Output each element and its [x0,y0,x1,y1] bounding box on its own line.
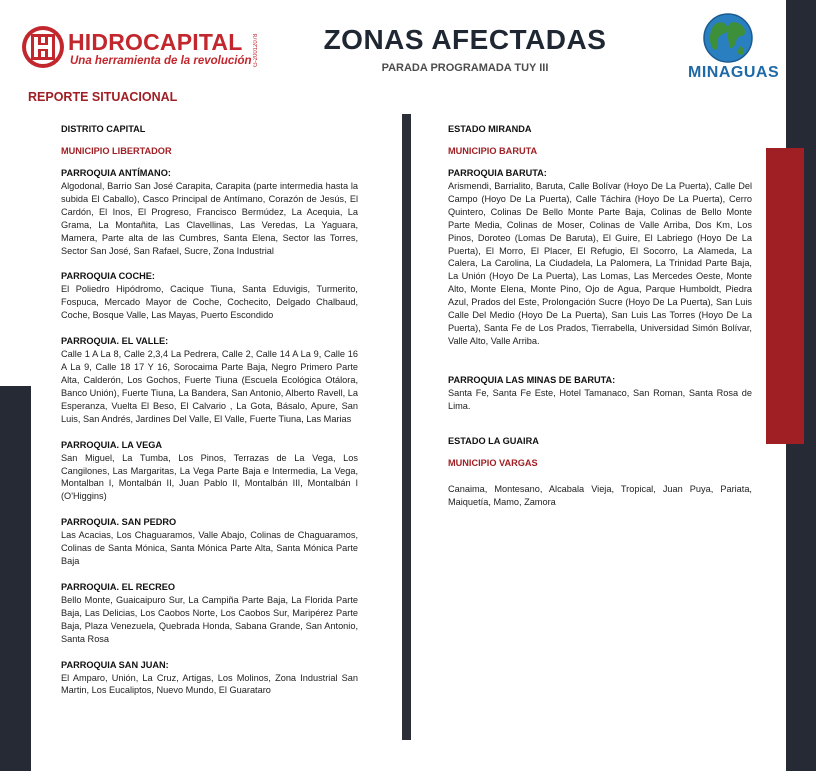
parroquia-title: PARROQUIA. EL VALLE: [61,336,169,347]
parroquia-title: PARROQUIA ANTÍMANO: [61,168,171,178]
minaguas-name: MINAGUAS [688,64,780,81]
parroquia-text: Arismendi, Barrialito, Baruta, Calle Bolívar (Hoyo De La Puerta), Calle Del Campo (Hoyo De La Puerta), Calle Táchira (Hoyo De La Puerta), Cerro Quintero, Colinas De Bello Monte Parte Baja, Colinas de Bello Monte Parte Media, Colinas de Moser, Colinas de Valle Arriba, Dos Km, Los Pinos, Doroteo (Lomas De Baruta), El Guire, El Labriego (Hoyo De La Puerta), El Morro, El Placer, El Refugio, El Socorro, La Alameda, La Calera, La Carolina, La Ciudadela, La Palomera, La Trinidad Parte Baja, La Unión (Hoyo De La Puerta), Las Lomas, Las Mercedes Oeste, Monte Alto, Monte Elena, Monte Pino, Ojo de Agua, Parque Humboldt, Piedra Azul, Prados del Este, Prolongación Sucre (Hoyo De La Puerta), San Luis Calle Del Medio (Hoyo De La Puerta), San Luis Las Torres (Hoyo De La Puerta), Santa Fe de Los Prados, Tierrabella, Universidad Simón Bolívar, Valle Alto, Valle Arriba. [448,181,752,346]
left-dark-bar [0,386,31,771]
parroquia-text: El Amparo, Unión, La Cruz, Artigas, Los Molinos, Zona Industrial San Martin, Los Eucaliptos, Nuevo Mundo, El Guarataro [61,672,358,696]
hidrocapital-name: HIDROCAPITAL [68,29,243,55]
parroquia-title: PARROQUIA LAS MINAS DE BARUTA: [448,374,616,385]
page-subtitle: PARADA PROGRAMADA TUY III [381,62,549,74]
region-heading: ESTADO LA GUAIRA [448,435,539,446]
parroquia-title: PARROQUIA COCHE: [61,271,155,282]
right-column [448,123,752,508]
parroquia-title: PARROQUIA BARUTA: [448,168,547,178]
hidrocapital-registry: G-20012078 [253,33,259,67]
municipio-heading: MUNICIPIO VARGAS [448,457,538,468]
municipio-heading: MUNICIPIO LIBERTADOR [61,146,172,156]
left-column [61,123,358,697]
parroquia-title: PARROQUIA. SAN PEDRO [61,517,177,528]
column-divider [402,114,411,740]
municipio-text: Canaima, Montesano, Alcabala Vieja, Tropical, Juan Puya, Pariata, Maiquetía, Mamo, Zamora [448,483,752,507]
parroquia-title: PARROQUIA SAN JUAN: [61,659,169,670]
parroquia-text: Calle 1 A La 8, Calle 2,3,4 La Pedrera, Calle 2, Calle 14 A La 9, Calle 16 A La 9, Calle 18 17 Y 16, Sorocaima Parte Baja, Negro Primero Parte Alta, Calderón, Los Gochos, Fuerte Tiuna (Escuela Ecológica Otálora, Banco Unión), Fuerte Tiuna, La Bandera, San Antonio, Alberto Ravell, La Esperanza, Vuelta El Beso, El Calvario , La Gota, Básalo, Apure, San Luis, San Andrés, Jardines Del Valle, El Valle, Fuerte Tiuna, Las Marias [61,349,358,424]
hidrocapital-emblem-icon [20,24,66,70]
page-title: ZONAS AFECTADAS [323,24,607,55]
report-label: REPORTE SITUACIONAL [28,90,178,104]
parroquia-text: Bello Monte, Guaicaipuro Sur, La Campiña Parte Baja, La Florida Parte Baja, Las Delicias, Los Caobos Norte, Los Caobos Sur, Maripérez Parte Baja, Plaza Venezuela, Quebrada Honda, Sabana Grande, San Antonio, Santa Rosa [61,594,358,644]
parroquia-text: Las Acacias, Los Chaguaramos, Valle Abajo, Colinas de Chaguaramos, Colinas de Santa Mónica, Santa Mónica Parte Alta, Santa Mónica Parte Baja [61,530,358,567]
parroquia-text: Santa Fe, Santa Fe Este, Hotel Tamanaco, San Roman, Santa Rosa de Lima. [448,387,752,411]
hidrocapital-logo [20,24,270,72]
parroquia-text: San Miguel, La Tumba, Los Pinos, Terrazas de La Vega, Los Cangilones, Las Margaritas, La Vega Parte Baja e Intermedia, La Vega, Montalban I, Montalbán II, Juan Pablo II, Montalbán III, Montalbán I (O'Higgins) [61,452,358,502]
municipio-heading: MUNICIPIO BARUTA [448,146,538,156]
parroquia-text: El Poliedro Hipódromo, Cacique Tiuna, Santa Eduvigis, Turmerito, Fospuca, Mercado Mayor de Coche, Cochecito, Delgado Chalbaud, Coche, Bosque Valle, Las Mayas, Puerto Escondido [61,284,358,321]
parroquia-text: Algodonal, Barrio San José Carapita, Carapita (parte intermedia hasta la subida El Caballo), Casco Principal de Antímano, Corazón de Jesús, El Cardón, El Inos, El Progreso, Francisco Bermúdez, La Acequia, La Grama, La Montañita, Las Clavellinas, Las Veredas, La Yaguara, Mamera, Parte alta de las Cumbres, Santa Elena, Sector las Torres, Sector San José, San Rafael, Sucre, Zona Industrial [61,181,358,256]
globe-icon [688,12,768,64]
region-heading: DISTRITO CAPITAL [61,124,146,134]
hidrocapital-tagline: Una herramienta de la revolución [70,55,252,67]
right-red-bar [766,148,804,444]
minaguas-logo [688,12,780,86]
parroquia-title: PARROQUIA. LA VEGA [61,439,163,450]
parroquia-title: PARROQUIA. EL RECREO [61,581,176,592]
region-heading: ESTADO MIRANDA [448,124,532,134]
